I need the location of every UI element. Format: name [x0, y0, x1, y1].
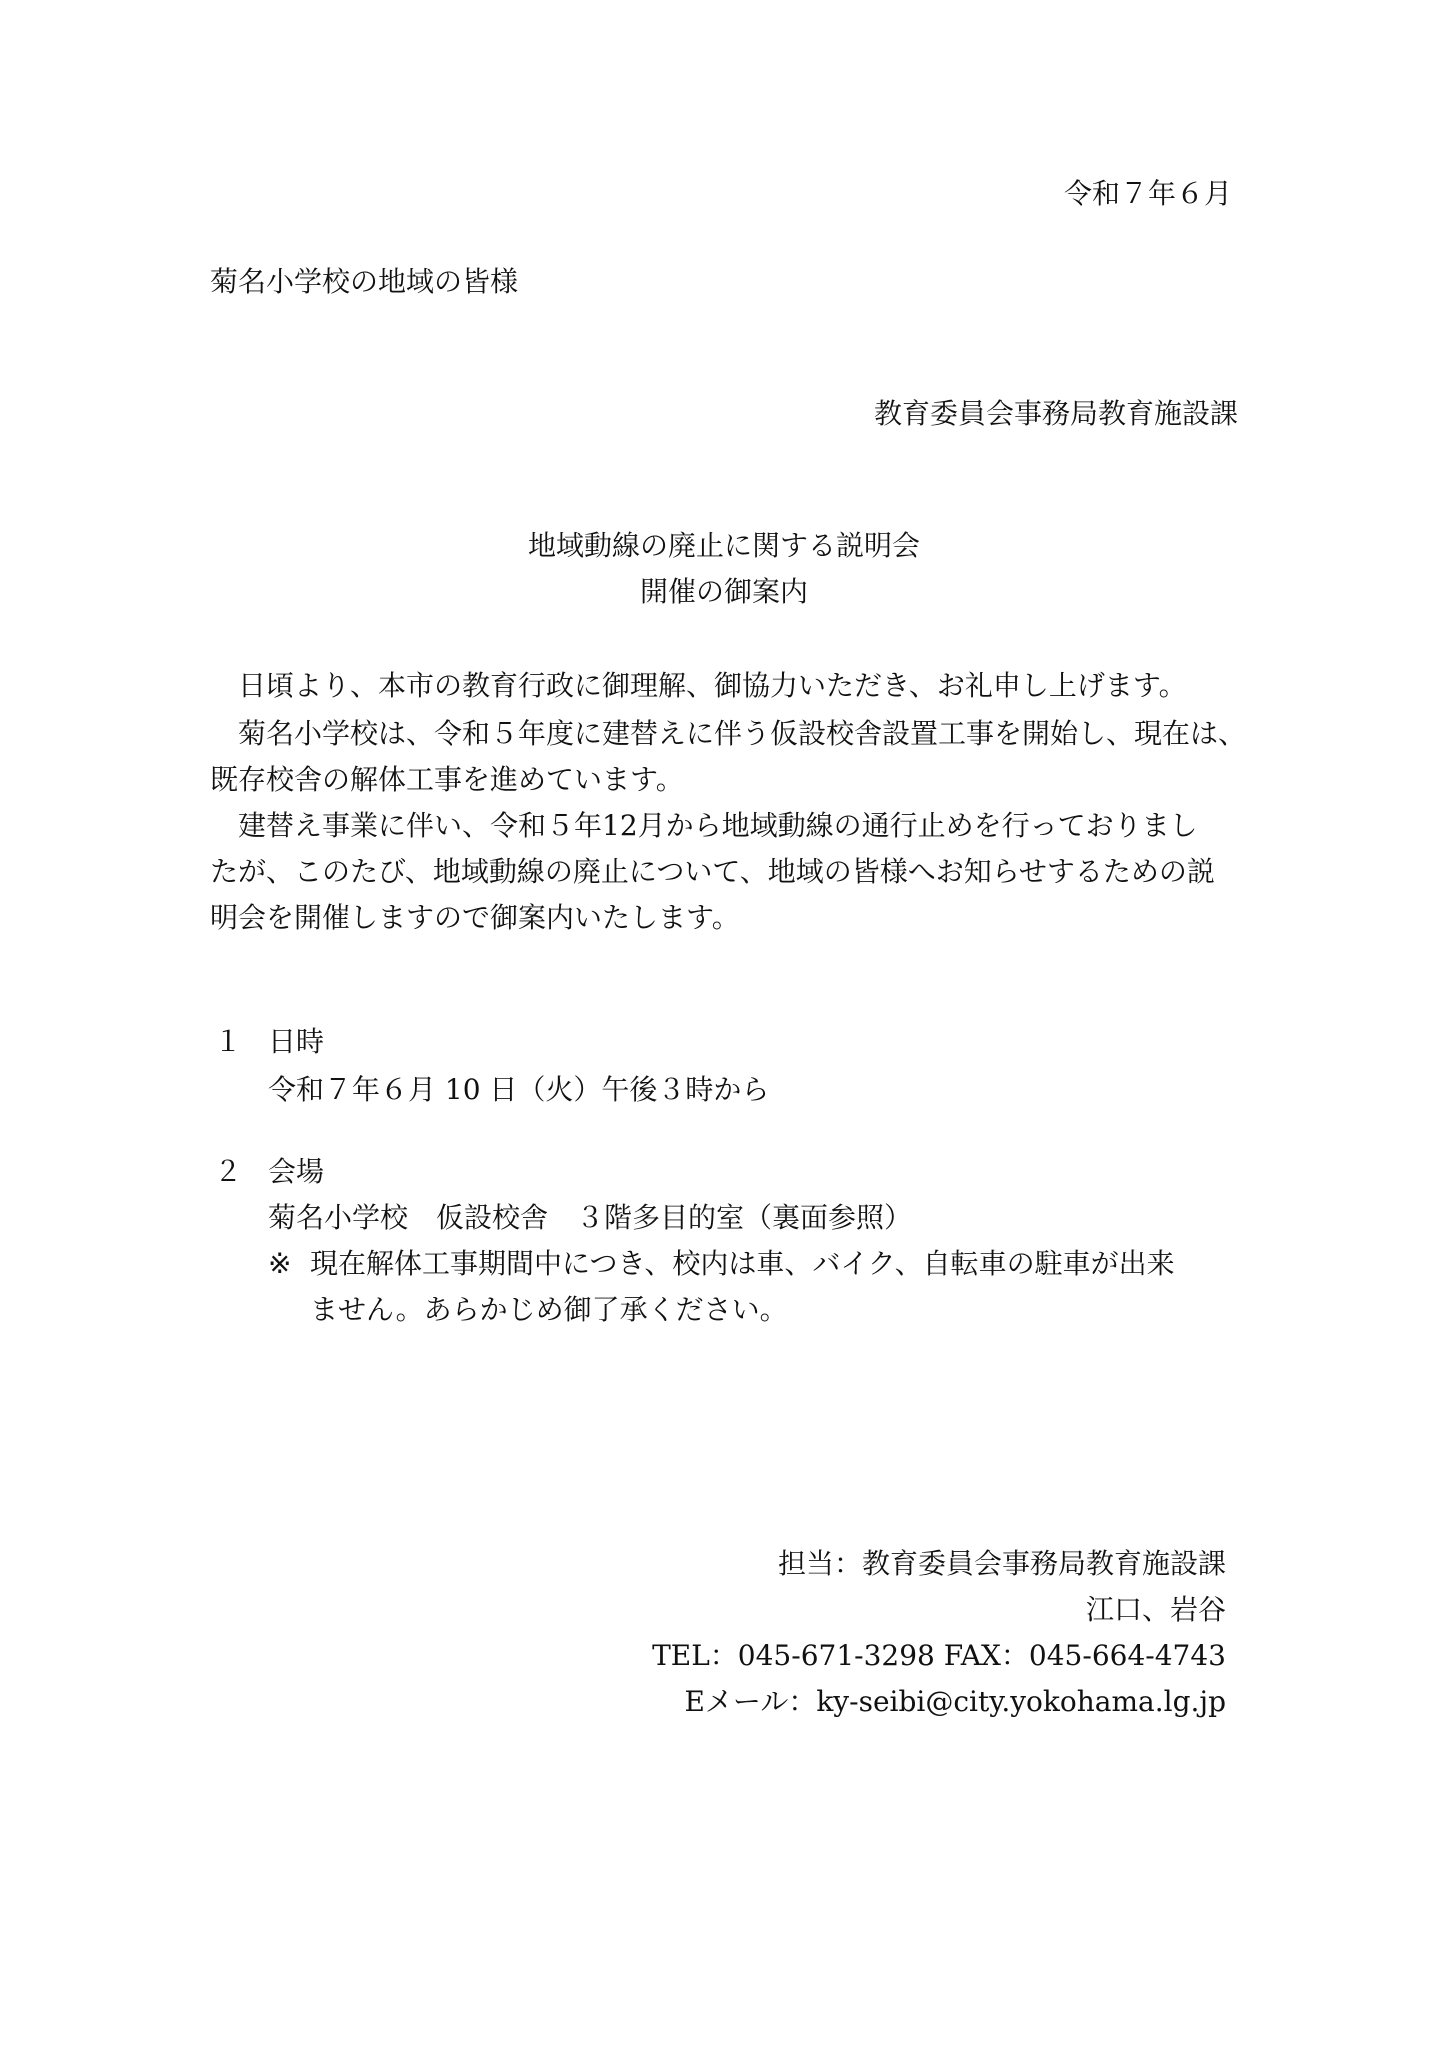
body-line: 日頃より、本市の教育行政に御理解、御協力いただき、お礼申し上げます。	[238, 669, 1187, 702]
body-line: 既存校舎の解体工事を進めています。	[210, 763, 684, 796]
item-heading: 会場	[268, 1155, 325, 1188]
note-line: 現在解体工事期間中につき、校内は車、バイク、自転車の駐車が出来	[310, 1247, 1175, 1280]
body-line: 明会を開催しますので御案内いたします。	[210, 901, 740, 934]
document-title-line1: 地域動線の廃止に関する説明会	[527, 529, 920, 562]
item-detail: 菊名小学校 仮設校舎 ３階多目的室（裏面参照）	[268, 1201, 913, 1234]
note-line: ません。あらかじめ御了承ください。	[310, 1293, 788, 1326]
contact-dept: 担当：教育委員会事務局教育施設課	[777, 1547, 1226, 1580]
addressee: 菊名小学校の地域の皆様	[210, 265, 519, 298]
sender: 教育委員会事務局教育施設課	[873, 397, 1238, 430]
body-line: 菊名小学校は、令和５年度に建替えに伴う仮設校舎設置工事を開始し、現在は、	[238, 717, 1247, 750]
body-line: 建替え事業に伴い、令和５年12月から地域動線の通行止めを行っておりまし	[238, 809, 1198, 842]
note-mark: ※	[268, 1247, 292, 1280]
contact-email: Eメール：ky-seibi@city.yokohama.lg.jp	[684, 1685, 1226, 1718]
contact-names: 江口、岩谷	[1085, 1593, 1226, 1626]
item-heading: 日時	[268, 1025, 325, 1058]
contact-phone: TEL：045-671-3298 FAX：045-664-4743	[652, 1639, 1226, 1672]
item-number: １	[214, 1025, 243, 1058]
body-line: たが、このたび、地域動線の廃止について、地域の皆様へお知らせするための説	[210, 855, 1215, 888]
item-number: ２	[214, 1155, 243, 1188]
item-detail: 令和７年６月 10 日（火）午後３時から	[268, 1073, 770, 1106]
document-title-line2: 開催の御案内	[639, 575, 808, 608]
document-date: 令和７年６月	[1063, 177, 1232, 210]
